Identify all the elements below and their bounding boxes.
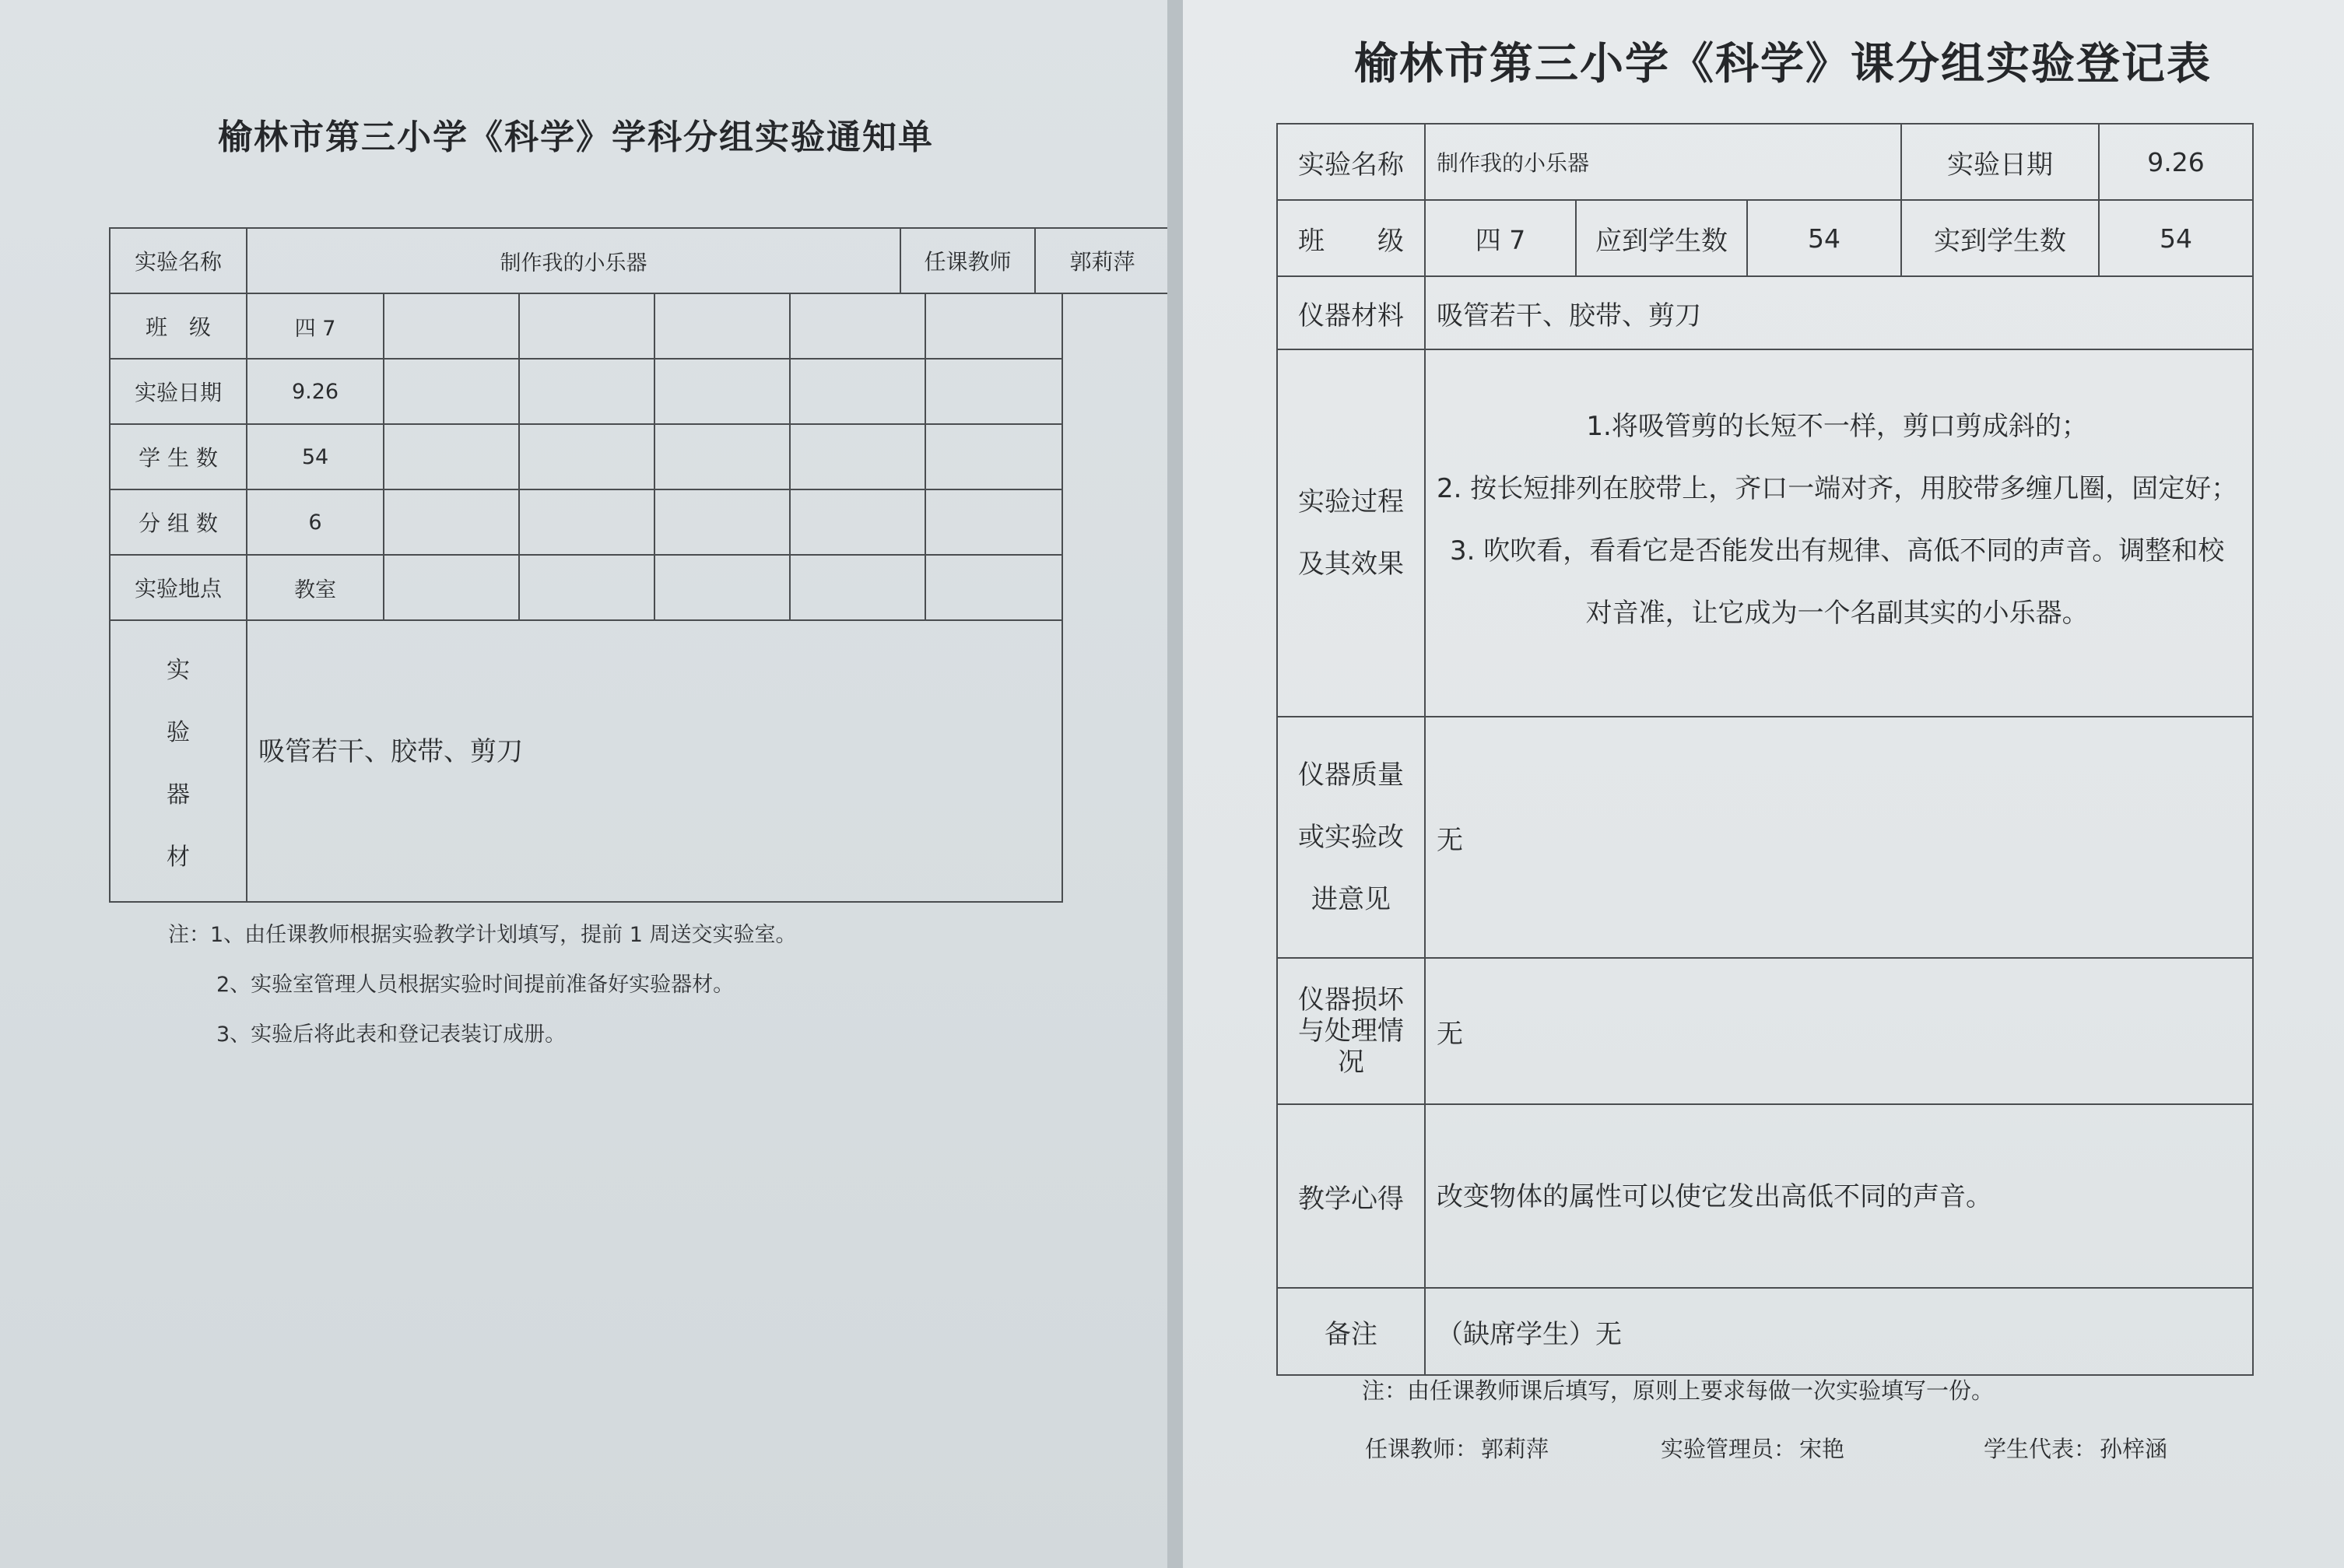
label-process-line: 及其效果 <box>1298 549 1404 580</box>
label-damage-line: 仪器损坏 <box>1298 984 1404 1016</box>
empty-cell <box>383 423 520 490</box>
value-experiment-name: 制作我的小乐器 <box>1424 123 1902 201</box>
label-materials: 仪器材料 <box>1276 275 1426 350</box>
value-materials: 吸管若干、胶带、剪刀 <box>1424 275 2254 350</box>
empty-cell <box>383 293 520 360</box>
label-damage-line: 况 <box>1338 1047 1364 1078</box>
empty-cell <box>925 554 1063 621</box>
process-cell <box>1424 349 2254 717</box>
label-experiment-name: 实验名称 <box>109 227 247 294</box>
empty-cell <box>654 554 791 621</box>
notice-note-2: 2、实验室管理人员根据实验时间提前准备好实验器材。 <box>216 973 735 997</box>
register-title: 榆林市第三小学《科学》课分组实验登记表 <box>1354 39 2212 89</box>
empty-cell <box>654 423 791 490</box>
value-actual-students: 54 <box>2098 199 2254 277</box>
signature-student <box>1981 1432 2167 1464</box>
label-class: 班 级 <box>1276 199 1426 277</box>
label-experiment-name: 实验名称 <box>1276 123 1426 201</box>
signature-admin-label: 实验管理员： <box>1661 1436 1797 1462</box>
label-quality-line: 或实验改 <box>1298 822 1404 853</box>
signature-admin <box>1658 1432 1844 1464</box>
register-table <box>1276 123 2254 1376</box>
label-date: 实验日期 <box>1900 123 2100 201</box>
label-students: 学 生 数 <box>109 423 247 490</box>
label-process <box>1276 349 1426 717</box>
label-quality <box>1276 716 1426 959</box>
label-equipment-char: 验 <box>167 719 190 746</box>
empty-cell <box>925 293 1063 360</box>
empty-cell <box>789 423 926 490</box>
value-date: 9.26 <box>246 358 384 425</box>
signature-teacher-label: 任课教师： <box>1365 1436 1479 1462</box>
empty-cell <box>925 423 1063 490</box>
signature-teacher <box>1362 1432 1549 1464</box>
label-equipment <box>109 619 247 903</box>
value-experiment-name: 制作我的小乐器 <box>246 227 901 294</box>
empty-cell <box>789 293 926 360</box>
empty-cell <box>789 554 926 621</box>
process-text <box>1437 395 2237 644</box>
notice-note-3: 3、实验后将此表和登记表装订成册。 <box>216 1023 567 1047</box>
label-quality-line: 进意见 <box>1311 884 1391 915</box>
label-date: 实验日期 <box>109 358 247 425</box>
process-step: 对音准，让它成为一个名副其实的小乐器。 <box>1585 598 2089 629</box>
process-step: 3. 吹吹看，看看它是否能发出有规律、高低不同的声音。调整和校 <box>1450 535 2225 567</box>
value-remark: （缺席学生）无 <box>1424 1287 2254 1376</box>
label-teacher: 任课教师 <box>900 227 1036 294</box>
value-expected-students: 54 <box>1746 199 1902 277</box>
value-equipment: 吸管若干、胶带、剪刀 <box>246 619 1063 903</box>
label-equipment-char: 器 <box>167 781 190 809</box>
label-remark: 备注 <box>1276 1287 1426 1376</box>
value-quality: 无 <box>1424 716 2254 959</box>
value-class: 四 7 <box>246 293 384 360</box>
process-step: 2. 按长短排列在胶带上，齐口一端对齐，用胶带多缠几圈，固定好； <box>1437 473 2238 504</box>
empty-cell <box>789 489 926 556</box>
empty-cell <box>383 489 520 556</box>
label-equipment-char: 实 <box>167 657 190 684</box>
empty-cell <box>518 554 655 621</box>
value-date: 9.26 <box>2098 123 2254 201</box>
label-expected-students: 应到学生数 <box>1575 199 1748 277</box>
empty-cell <box>383 358 520 425</box>
value-damage: 无 <box>1424 957 2254 1105</box>
empty-cell <box>925 358 1063 425</box>
process-step: 1.将吸管剪的长短不一样，剪口剪成斜的； <box>1586 411 2088 442</box>
signature-admin-name: 宋艳 <box>1799 1436 1845 1462</box>
empty-cell <box>518 293 655 360</box>
value-reflection: 改变物体的属性可以使它发出高低不同的声音。 <box>1424 1103 2254 1289</box>
value-teacher: 郭莉萍 <box>1034 227 1170 294</box>
label-actual-students: 实到学生数 <box>1900 199 2100 277</box>
value-class: 四 7 <box>1424 199 1577 277</box>
empty-cell <box>383 554 520 621</box>
label-damage-line: 与处理情 <box>1298 1016 1404 1047</box>
notice-note-1: 注：1、由任课教师根据实验教学计划填写，提前 1 周送交实验室。 <box>168 923 797 947</box>
label-class: 班 级 <box>109 293 247 360</box>
signature-student-name: 孙梓涵 <box>2100 1436 2168 1462</box>
empty-cell <box>789 358 926 425</box>
signature-teacher-name: 郭莉萍 <box>1481 1436 1549 1462</box>
label-location: 实验地点 <box>109 554 247 621</box>
empty-cell <box>925 489 1063 556</box>
notice-table <box>109 227 1135 903</box>
label-groups: 分 组 数 <box>109 489 247 556</box>
value-students: 54 <box>246 423 384 490</box>
label-damage <box>1276 957 1426 1105</box>
notice-title: 榆林市第三小学《科学》学科分组实验通知单 <box>218 118 934 157</box>
value-groups: 6 <box>246 489 384 556</box>
label-process-line: 实验过程 <box>1298 486 1404 517</box>
label-equipment-char: 材 <box>167 844 190 871</box>
register-note: 注：由任课教师课后填写，原则上要求每做一次实验填写一份。 <box>1362 1377 1995 1404</box>
empty-cell <box>518 423 655 490</box>
label-reflection: 教学心得 <box>1276 1103 1426 1289</box>
empty-cell <box>518 489 655 556</box>
notice-sheet <box>0 0 1167 1568</box>
label-quality-line: 仪器质量 <box>1298 759 1404 791</box>
empty-cell <box>654 358 791 425</box>
empty-cell <box>654 489 791 556</box>
sheet-gap <box>1167 0 1183 1568</box>
empty-cell <box>654 293 791 360</box>
signature-student-label: 学生代表： <box>1984 1436 2097 1462</box>
register-sheet <box>1183 0 2344 1568</box>
value-location: 教室 <box>246 554 384 621</box>
empty-cell <box>518 358 655 425</box>
